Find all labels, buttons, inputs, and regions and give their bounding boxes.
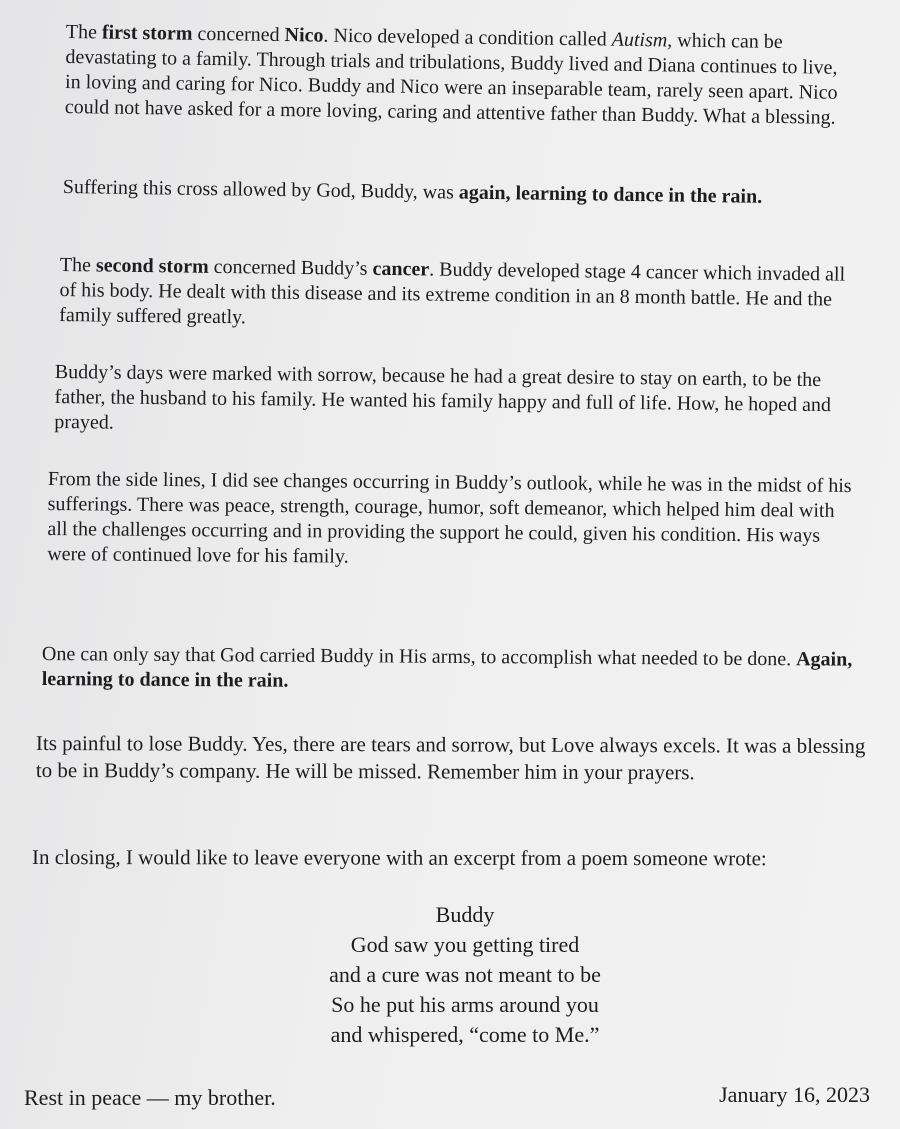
paragraph-painful: Its painful to lose Buddy. Yes, there are tears and sorrow, but Love always excels. It was a blessing to be in Buddy’s company. He will be missed. Remember him in your prayers. [35, 731, 866, 785]
text-run: which can be devastating to a family. Through trials and tribulations, Buddy lived and Diana continues to live, in loving and caring for Nico. Buddy and Nico were an inseparable team, rarely seen apart. Nico could not have asked for a more loving, caring and attentive father than Buddy. What a blessing. [64, 29, 838, 129]
text-run: The [59, 253, 97, 277]
paragraph-second-storm [59, 253, 860, 338]
text-run: concerned Buddy’s [208, 255, 373, 280]
letter-date: January 16, 2023 [719, 1082, 870, 1107]
text-run: . Nico developed a condition called [323, 24, 612, 51]
text-run: . Buddy developed stage 4 cancer which invaded all of his body. He dealt with this disease and its extreme condition in an 8 month battle. He and the family suffered greatly. [59, 258, 846, 329]
poem-line: and whispered, “come to Me.” [330, 1022, 600, 1047]
paragraph-side-lines: From the side lines, I did see changes occurring in Buddy’s outlook, while he was in the midst of his sufferings. There was peace, strength, courage, humor, soft demeanor, which helped him deal with all the challenges occurring and in providing the support he could, given his condition. His ways were of continued love for his family. [47, 467, 852, 568]
paragraph-closing: In closing, I would like to leave everyone with an excerpt from a poem someone wrote: [31, 845, 767, 871]
poem-line: God saw you getting tired [350, 932, 580, 957]
italic-run: Autism, [611, 28, 673, 52]
text-run: Suffering this cross allowed by God, Buddy, was [62, 175, 460, 204]
text-run: concerned [192, 22, 285, 47]
bold-run: first storm [101, 21, 193, 45]
bold-run: Again, learning to dance in the rain. [41, 648, 853, 692]
paragraph-cross [63, 175, 853, 211]
bold-run: Nico [284, 24, 324, 47]
poem-title: Buddy [435, 902, 495, 927]
paragraph-first-storm [65, 20, 856, 131]
bold-run: second storm [95, 254, 209, 278]
text-run: The [65, 20, 103, 44]
bold-run: cancer [372, 257, 430, 281]
text-run: One can only say that God carried Buddy in His arms, to accomplish what needed to be done. [41, 643, 797, 671]
poem-line: So he put his arms around you [331, 992, 599, 1017]
paragraph-god-carried [42, 642, 862, 698]
poem-excerpt [270, 900, 660, 1050]
paragraph-sorrow: Buddy’s days were marked with sorrow, because he had a great desire to stay on earth, to be the father, the husband to his family. He wanted his family happy and full of life. How, he hoped and prayed. [54, 360, 832, 434]
bold-run: again, learning to dance in the rain. [458, 181, 763, 208]
poem-line: and a cure was not meant to be [329, 962, 601, 987]
signoff: Rest in peace — my brother. [24, 1085, 276, 1110]
